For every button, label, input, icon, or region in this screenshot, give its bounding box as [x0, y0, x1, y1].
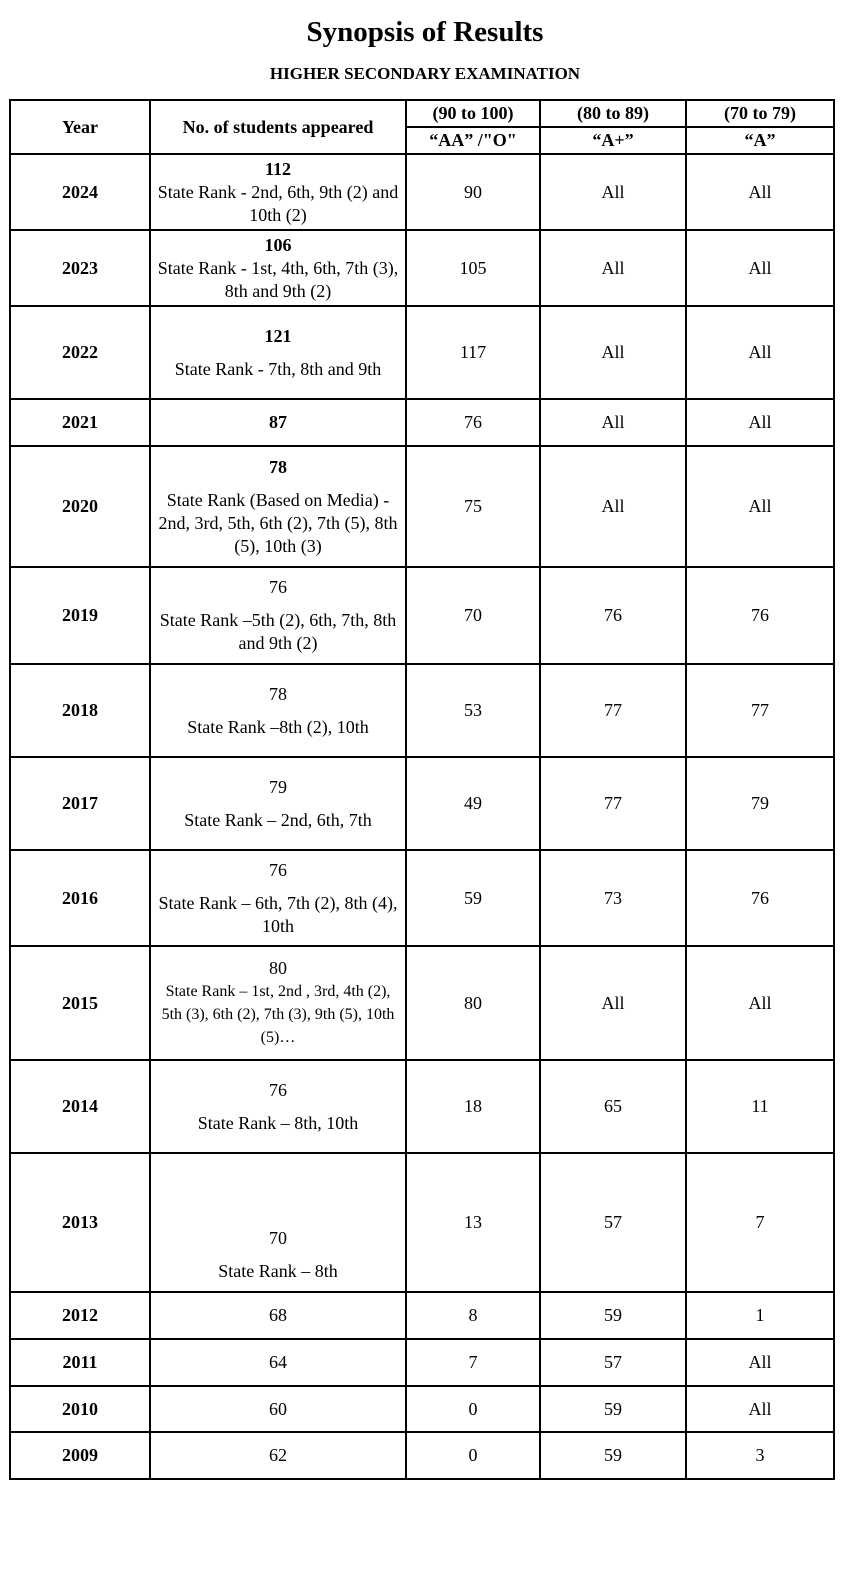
table-row	[10, 1153, 834, 1292]
a-cell: 77	[686, 664, 834, 757]
aa-cell: 53	[406, 664, 540, 757]
aa-cell: 49	[406, 757, 540, 850]
students-count: 112	[264, 158, 291, 179]
year-cell: 2017	[10, 757, 150, 850]
year-cell: 2015	[10, 946, 150, 1060]
aplus-cell: 57	[540, 1339, 686, 1386]
a-cell: 1	[686, 1292, 834, 1339]
aa-cell: 18	[406, 1060, 540, 1153]
students-count: 76	[269, 577, 287, 597]
year-cell: 2018	[10, 664, 150, 757]
table-row	[10, 1386, 834, 1432]
year-cell: 2023	[10, 230, 150, 306]
table-row	[10, 1339, 834, 1386]
aplus-cell: 77	[540, 757, 686, 850]
students-cell	[150, 306, 406, 399]
header-range-70-79: (70 to 79)	[686, 100, 834, 127]
aa-cell: 117	[406, 306, 540, 399]
header-range-90-100: (90 to 100)	[406, 100, 540, 127]
year-cell: 2012	[10, 1292, 150, 1339]
year-cell: 2020	[10, 446, 150, 567]
table-row	[10, 664, 834, 757]
table-row	[10, 850, 834, 946]
aplus-cell: All	[540, 306, 686, 399]
students-count: 70	[269, 1228, 287, 1248]
students-cell	[150, 399, 406, 446]
results-table	[9, 99, 835, 1480]
state-rank: State Rank - 2nd, 6th, 9th (2) and 10th (2)	[157, 181, 399, 225]
students-cell	[150, 154, 406, 230]
a-cell: 79	[686, 757, 834, 850]
students-count: 106	[264, 234, 292, 255]
a-cell: All	[686, 230, 834, 306]
aa-cell: 0	[406, 1386, 540, 1432]
state-rank: State Rank – 2nd, 6th, 7th	[184, 809, 372, 830]
students-cell: 62	[150, 1432, 406, 1479]
students-cell	[150, 1060, 406, 1153]
students-cell	[150, 567, 406, 664]
students-count: 76	[269, 1079, 287, 1100]
state-rank: State Rank (Based on Media) - 2nd, 3rd, 5th, 6th (2), 7th (5), 8th (5), 10th (3)	[158, 489, 398, 556]
students-count: 87	[269, 412, 287, 432]
table-row	[10, 446, 834, 567]
header-grade-aplus: “A+”	[540, 127, 686, 154]
students-cell	[150, 850, 406, 946]
year-cell: 2013	[10, 1153, 150, 1292]
header-grade-a: “A”	[686, 127, 834, 154]
year-cell: 2016	[10, 850, 150, 946]
a-cell: 76	[686, 567, 834, 664]
header-students: No. of students appeared	[150, 100, 406, 154]
aa-cell: 75	[406, 446, 540, 567]
state-rank: State Rank – 1st, 2nd , 3rd, 4th (2), 5th (3), 6th (2), 7th (3), 9th (5), 10th (5)…	[161, 983, 395, 1046]
aa-cell: 8	[406, 1292, 540, 1339]
table-row	[10, 399, 834, 446]
year-cell: 2014	[10, 1060, 150, 1153]
students-count: 121	[264, 325, 292, 346]
table-row	[10, 230, 834, 306]
students-count: 79	[269, 776, 287, 797]
a-cell: 76	[686, 850, 834, 946]
aa-cell: 70	[406, 567, 540, 664]
year-cell: 2019	[10, 567, 150, 664]
a-cell: All	[686, 946, 834, 1060]
aa-cell: 76	[406, 399, 540, 446]
page-subtitle: HIGHER SECONDARY EXAMINATION	[269, 64, 581, 83]
aplus-cell: All	[540, 154, 686, 230]
state-rank: State Rank –8th (2), 10th	[187, 716, 369, 737]
a-cell: All	[686, 1339, 834, 1386]
year-cell: 2022	[10, 306, 150, 399]
table-row	[10, 567, 834, 664]
students-cell: 68	[150, 1292, 406, 1339]
aa-cell: 7	[406, 1339, 540, 1386]
year-cell: 2011	[10, 1339, 150, 1386]
students-count: 78	[269, 683, 287, 704]
aa-cell: 90	[406, 154, 540, 230]
students-cell: 60	[150, 1386, 406, 1432]
aplus-cell: 59	[540, 1292, 686, 1339]
header-year: Year	[10, 100, 150, 154]
a-cell: All	[686, 306, 834, 399]
a-cell: All	[686, 446, 834, 567]
state-rank: State Rank –5th (2), 6th, 7th, 8th and 9th (2)	[159, 610, 397, 653]
aa-cell: 0	[406, 1432, 540, 1479]
year-cell: 2021	[10, 399, 150, 446]
aa-cell: 59	[406, 850, 540, 946]
table-row	[10, 757, 834, 850]
aplus-cell: 57	[540, 1153, 686, 1292]
students-cell	[150, 230, 406, 306]
table-row	[10, 1432, 834, 1479]
students-count: 80	[269, 958, 287, 978]
header-grade-aa: “AA” /"O"	[406, 127, 540, 154]
table-row	[10, 154, 834, 230]
students-cell	[150, 1153, 406, 1292]
aplus-cell: 77	[540, 664, 686, 757]
a-cell: 7	[686, 1153, 834, 1292]
aplus-cell: All	[540, 399, 686, 446]
year-cell: 2010	[10, 1386, 150, 1432]
students-cell	[150, 946, 406, 1060]
state-rank: State Rank – 8th, 10th	[197, 1112, 359, 1133]
a-cell: 3	[686, 1432, 834, 1479]
a-cell: 11	[686, 1060, 834, 1153]
aplus-cell: 76	[540, 567, 686, 664]
aplus-cell: 59	[540, 1386, 686, 1432]
students-cell	[150, 664, 406, 757]
aa-cell: 13	[406, 1153, 540, 1292]
state-rank: State Rank - 7th, 8th and 9th	[174, 358, 382, 379]
table-row	[10, 1292, 834, 1339]
state-rank: State Rank – 8th	[218, 1261, 338, 1281]
students-count: 78	[269, 456, 287, 477]
aplus-cell: All	[540, 946, 686, 1060]
table-row	[10, 306, 834, 399]
students-cell	[150, 446, 406, 567]
year-cell: 2024	[10, 154, 150, 230]
aplus-cell: All	[540, 446, 686, 567]
aplus-cell: 73	[540, 850, 686, 946]
table-row	[10, 1060, 834, 1153]
page-title: Synopsis of Results	[306, 16, 544, 48]
state-rank: State Rank - 1st, 4th, 6th, 7th (3), 8th and 9th (2)	[157, 257, 399, 301]
students-cell: 64	[150, 1339, 406, 1386]
aplus-cell: 59	[540, 1432, 686, 1479]
aa-cell: 105	[406, 230, 540, 306]
year-cell: 2009	[10, 1432, 150, 1479]
a-cell: All	[686, 399, 834, 446]
aplus-cell: All	[540, 230, 686, 306]
header-range-80-89: (80 to 89)	[540, 100, 686, 127]
aplus-cell: 65	[540, 1060, 686, 1153]
aa-cell: 80	[406, 946, 540, 1060]
state-rank: State Rank – 6th, 7th (2), 8th (4), 10th	[158, 892, 398, 936]
table-row	[10, 946, 834, 1060]
a-cell: All	[686, 1386, 834, 1432]
students-cell	[150, 757, 406, 850]
students-count: 76	[269, 859, 287, 880]
a-cell: All	[686, 154, 834, 230]
